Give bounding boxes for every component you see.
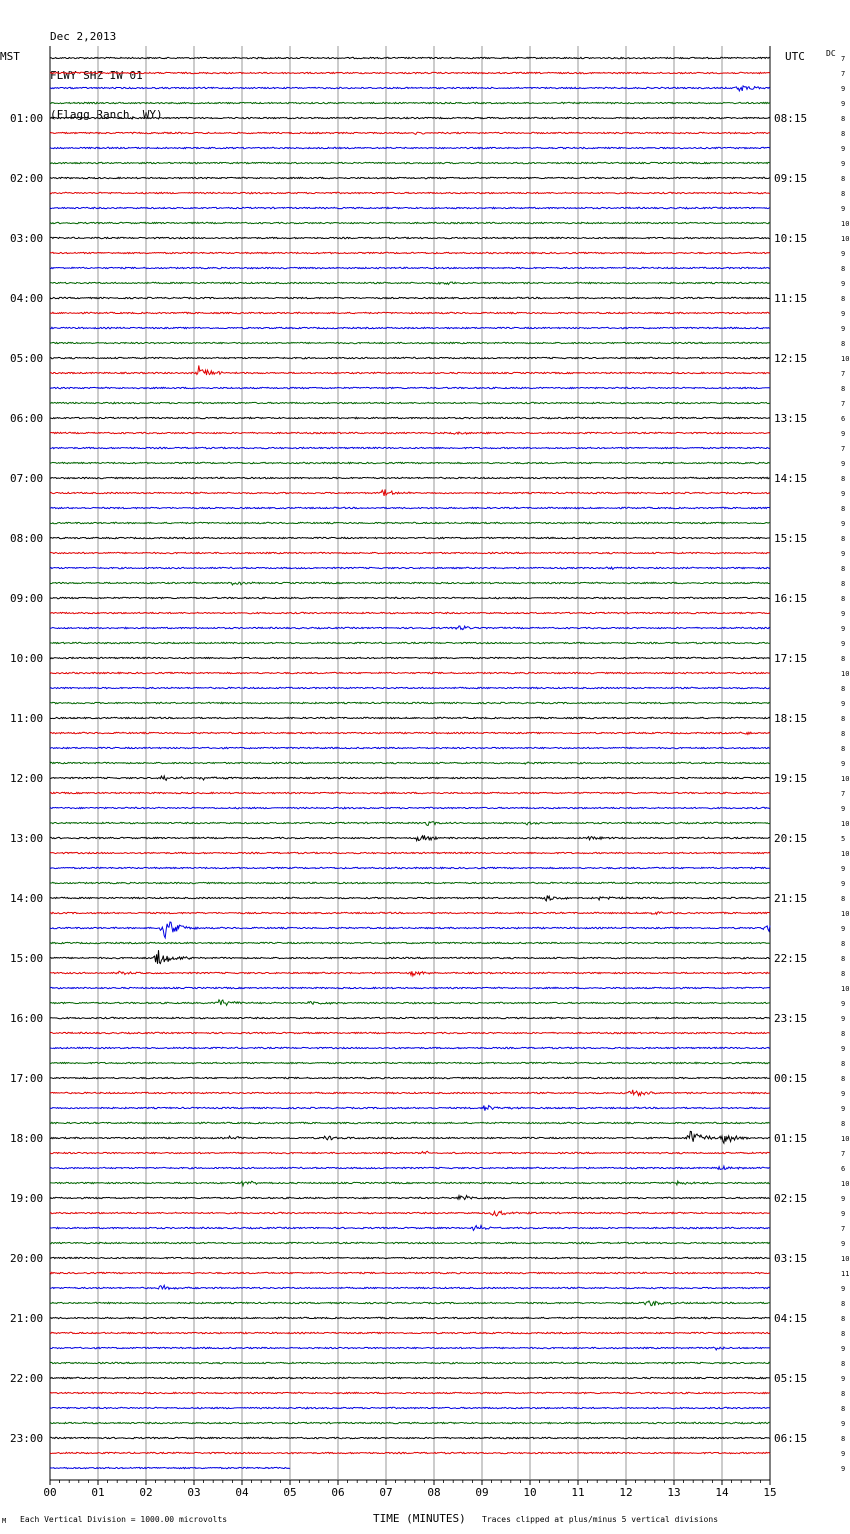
seismic-trace — [50, 1285, 770, 1289]
dc-offset-label: 8 — [841, 1360, 846, 1368]
dc-offset-label: 8 — [841, 295, 846, 303]
seismic-trace — [50, 1452, 770, 1453]
right-axis-title: UTC — [785, 50, 805, 63]
mst-hour-label: 18:00 — [10, 1132, 44, 1145]
seismic-trace — [50, 687, 770, 688]
seismic-trace — [50, 1196, 770, 1200]
mst-hour-label: 08:00 — [10, 532, 44, 545]
mst-hour-label: 11:00 — [10, 712, 44, 725]
dc-offset-label: 10 — [841, 775, 850, 783]
seismic-trace — [50, 312, 770, 313]
x-tick-label: 10 — [523, 1486, 537, 1499]
seismic-trace — [50, 192, 770, 193]
seismic-trace — [50, 237, 770, 238]
dc-offset-label: 9 — [841, 160, 846, 168]
seismic-trace — [50, 657, 770, 658]
mst-hour-label: 16:00 — [10, 1012, 44, 1025]
seismic-trace — [50, 432, 770, 434]
seismic-trace — [50, 417, 770, 418]
dc-offset-label: 8 — [841, 940, 846, 948]
dc-label: DC — [826, 49, 836, 58]
seismic-trace — [50, 1062, 770, 1063]
dc-offset-label: 10 — [841, 820, 850, 828]
dc-offset-label: 9 — [841, 325, 846, 333]
dc-offset-label: 9 — [841, 1195, 846, 1203]
seismic-trace — [50, 132, 770, 134]
seismic-trace — [50, 1106, 770, 1111]
seismic-trace — [50, 1122, 770, 1123]
x-tick-label: 03 — [187, 1486, 201, 1499]
dc-offset-label: 8 — [841, 1315, 846, 1323]
dc-offset-label: 9 — [841, 1105, 846, 1113]
x-tick-label: 02 — [139, 1486, 153, 1499]
seismic-trace — [50, 1017, 770, 1018]
dc-offset-label: 9 — [841, 1015, 846, 1023]
dc-offset-label: 9 — [841, 865, 846, 873]
dc-offset-label: 9 — [841, 1345, 846, 1353]
x-tick-label: 15 — [763, 1486, 777, 1499]
seismic-trace — [50, 447, 770, 448]
seismic-trace — [50, 582, 770, 585]
dc-offset-label: 9 — [841, 430, 846, 438]
utc-hour-label: 05:15 — [774, 1372, 808, 1385]
seismic-trace — [50, 117, 770, 118]
seismic-trace — [50, 162, 770, 163]
dc-offset-label: 8 — [841, 1435, 846, 1443]
header-date: Dec 2,2013 — [50, 30, 117, 43]
seismic-trace — [50, 1166, 770, 1169]
dc-offset-label: 10 — [841, 220, 850, 228]
mst-hour-label: 14:00 — [10, 892, 44, 905]
dc-offset-label: 9 — [841, 1210, 846, 1218]
dc-offset-label: 7 — [841, 55, 846, 63]
dc-offset-label: 8 — [841, 970, 846, 978]
mst-hour-label: 21:00 — [10, 1312, 44, 1325]
dc-offset-label: 9 — [841, 85, 846, 93]
seismic-trace — [50, 626, 770, 630]
seismic-trace — [50, 702, 770, 703]
seismic-trace — [50, 207, 770, 208]
seismic-trace — [50, 1090, 770, 1096]
seismic-trace — [50, 1077, 770, 1078]
mst-hour-label: 19:00 — [10, 1192, 44, 1205]
dc-offset-label: 5 — [841, 835, 846, 843]
seismic-trace — [50, 747, 770, 748]
seismic-trace — [50, 1392, 770, 1393]
seismic-trace — [50, 1032, 770, 1033]
dc-offset-label: 8 — [841, 745, 846, 753]
dc-offset-label: 9 — [841, 520, 846, 528]
seismic-trace — [50, 597, 770, 598]
mst-hour-label: 05:00 — [10, 352, 44, 365]
seismic-trace — [50, 1226, 770, 1231]
mst-hour-label: 15:00 — [10, 952, 44, 965]
seismic-trace — [50, 252, 770, 253]
seismic-trace — [50, 297, 770, 298]
dc-offset-label: 9 — [841, 1045, 846, 1053]
x-tick-label: 09 — [475, 1486, 489, 1499]
dc-offset-label: 6 — [841, 415, 846, 423]
dc-offset-label: 8 — [841, 385, 846, 393]
dc-offset-label: 10 — [841, 1180, 850, 1188]
dc-offset-label: 9 — [841, 1420, 846, 1428]
dc-offset-label: 8 — [841, 190, 846, 198]
dc-offset-label: 11 — [841, 1270, 850, 1278]
mst-hour-label: 09:00 — [10, 592, 44, 605]
seismic-trace — [50, 387, 770, 388]
seismic-trace — [50, 717, 770, 718]
dc-offset-label: 8 — [841, 115, 846, 123]
dc-offset-label: 9 — [841, 310, 846, 318]
dc-offset-label: 10 — [841, 355, 850, 363]
utc-hour-label: 22:15 — [774, 952, 808, 965]
dc-offset-label: 9 — [841, 460, 846, 468]
seismic-trace — [50, 1257, 770, 1258]
mst-hour-label: 02:00 — [10, 172, 44, 185]
utc-hour-label: 15:15 — [774, 532, 808, 545]
seismic-trace — [50, 147, 770, 148]
seismic-trace — [50, 942, 770, 943]
mst-hour-label: 06:00 — [10, 412, 44, 425]
dc-offset-label: 8 — [841, 565, 846, 573]
dc-offset-label: 9 — [841, 1450, 846, 1458]
seismic-trace — [50, 950, 770, 964]
utc-hour-label: 18:15 — [774, 712, 808, 725]
x-tick-label: 04 — [235, 1486, 249, 1499]
x-tick-label: 08 — [427, 1486, 441, 1499]
seismic-trace — [50, 522, 770, 523]
x-tick-label: 01 — [91, 1486, 105, 1499]
seismic-trace — [50, 366, 770, 376]
seismic-trace — [50, 357, 770, 358]
dc-offset-label: 8 — [841, 505, 846, 513]
dc-offset-label: 10 — [841, 850, 850, 858]
seismic-trace — [50, 462, 770, 463]
dc-offset-label: 9 — [841, 250, 846, 258]
x-tick-label: 14 — [715, 1486, 729, 1499]
seismic-trace — [50, 402, 770, 403]
corner-mark: M — [2, 1517, 7, 1525]
utc-hour-label: 08:15 — [774, 112, 808, 125]
dc-offset-label: 8 — [841, 1120, 846, 1128]
seismic-trace — [50, 567, 770, 569]
utc-hour-label: 02:15 — [774, 1192, 808, 1205]
seismic-trace — [50, 852, 770, 853]
seismic-trace — [50, 912, 770, 915]
seismic-trace — [50, 507, 770, 508]
dc-offset-label: 9 — [841, 205, 846, 213]
seismic-trace — [50, 867, 770, 868]
seismic-trace — [50, 792, 770, 793]
dc-offset-label: 8 — [841, 655, 846, 663]
seismic-trace — [50, 1151, 770, 1154]
mst-hour-label: 01:00 — [10, 112, 44, 125]
seismic-trace — [50, 896, 770, 901]
header-location: (Flagg Ranch, WY) — [50, 108, 163, 121]
dc-offset-label: 7 — [841, 70, 846, 78]
seismic-trace — [50, 642, 770, 643]
utc-hour-label: 12:15 — [774, 352, 808, 365]
dc-offset-label: 8 — [841, 715, 846, 723]
dc-offset-label: 10 — [841, 910, 850, 918]
seismic-trace — [50, 971, 770, 976]
dc-offset-label: 8 — [841, 1330, 846, 1338]
utc-hour-label: 19:15 — [774, 772, 808, 785]
dc-offset-label: 7 — [841, 445, 846, 453]
seismic-trace — [50, 1422, 770, 1423]
seismic-trace — [50, 822, 770, 826]
dc-offset-label: 9 — [841, 1090, 846, 1098]
x-tick-label: 00 — [43, 1486, 57, 1499]
dc-offset-label: 8 — [841, 130, 846, 138]
x-tick-label: 12 — [619, 1486, 633, 1499]
seismic-trace — [50, 1047, 770, 1048]
seismic-trace — [50, 732, 770, 734]
seismic-trace — [50, 177, 770, 178]
dc-offset-label: 8 — [841, 1060, 846, 1068]
mst-hour-label: 03:00 — [10, 232, 44, 245]
seismic-trace — [50, 922, 770, 938]
seismic-trace — [50, 1131, 770, 1143]
dc-offset-label: 9 — [841, 625, 846, 633]
mst-hour-label: 10:00 — [10, 652, 44, 665]
dc-offset-label: 7 — [841, 370, 846, 378]
utc-hour-label: 17:15 — [774, 652, 808, 665]
seismic-trace — [50, 267, 770, 268]
dc-offset-label: 8 — [841, 535, 846, 543]
seismic-trace — [50, 102, 770, 103]
seismic-trace — [50, 537, 770, 538]
seismic-trace — [50, 282, 770, 285]
utc-hour-label: 06:15 — [774, 1432, 808, 1445]
dc-offset-label: 8 — [841, 955, 846, 963]
seismic-trace — [50, 807, 770, 808]
seismic-trace — [50, 86, 770, 91]
utc-hour-label: 03:15 — [774, 1252, 808, 1265]
seismic-trace — [50, 1242, 770, 1243]
utc-hour-label: 16:15 — [774, 592, 808, 605]
mst-hour-label: 04:00 — [10, 292, 44, 305]
mst-hour-label: 07:00 — [10, 472, 44, 485]
x-tick-label: 05 — [283, 1486, 297, 1499]
seismic-trace — [50, 612, 770, 613]
dc-offset-label: 8 — [841, 1300, 846, 1308]
dc-offset-label: 9 — [841, 805, 846, 813]
dc-offset-label: 9 — [841, 925, 846, 933]
utc-hour-label: 21:15 — [774, 892, 808, 905]
mst-hour-label: 12:00 — [10, 772, 44, 785]
dc-offset-label: 9 — [841, 1465, 846, 1473]
seismic-trace — [50, 672, 770, 673]
seismic-trace — [50, 1407, 770, 1408]
dc-offset-label: 9 — [841, 490, 846, 498]
seismic-trace — [50, 222, 770, 223]
dc-offset-label: 9 — [841, 1285, 846, 1293]
dc-offset-label: 9 — [841, 1000, 846, 1008]
seismic-trace — [50, 1000, 770, 1006]
x-tick-label: 13 — [667, 1486, 681, 1499]
dc-offset-label: 7 — [841, 790, 846, 798]
dc-offset-label: 8 — [841, 265, 846, 273]
dc-offset-label: 9 — [841, 880, 846, 888]
dc-offset-label: 8 — [841, 475, 846, 483]
seismic-trace — [50, 1272, 770, 1273]
dc-offset-label: 8 — [841, 1405, 846, 1413]
dc-offset-label: 8 — [841, 1390, 846, 1398]
seismic-trace — [50, 1362, 770, 1363]
dc-offset-label: 9 — [841, 550, 846, 558]
seismic-trace — [50, 987, 770, 988]
seismic-trace — [50, 1377, 770, 1378]
seismic-trace — [50, 490, 770, 496]
utc-hour-label: 00:15 — [774, 1072, 808, 1085]
seismic-trace — [50, 1347, 770, 1350]
dc-offset-label: 9 — [841, 610, 846, 618]
dc-offset-label: 6 — [841, 1165, 846, 1173]
dc-offset-label: 7 — [841, 1150, 846, 1158]
seismic-trace — [50, 882, 770, 883]
seismic-trace — [50, 72, 770, 73]
dc-offset-label: 8 — [841, 595, 846, 603]
left-axis-title: MST — [0, 50, 20, 63]
dc-offset-label: 10 — [841, 670, 850, 678]
seismic-trace — [50, 776, 770, 780]
seismic-trace — [50, 342, 770, 343]
dc-offset-label: 8 — [841, 340, 846, 348]
seismic-trace — [50, 552, 770, 553]
seismic-trace — [50, 835, 770, 840]
utc-hour-label: 09:15 — [774, 172, 808, 185]
dc-offset-label: 9 — [841, 1240, 846, 1248]
dc-offset-label: 8 — [841, 1030, 846, 1038]
x-axis-label: TIME (MINUTES) — [373, 1512, 466, 1525]
dc-offset-label: 9 — [841, 640, 846, 648]
dc-offset-label: 9 — [841, 145, 846, 153]
dc-offset-label: 10 — [841, 1255, 850, 1263]
dc-offset-label: 8 — [841, 685, 846, 693]
dc-offset-label: 8 — [841, 730, 846, 738]
mst-hour-label: 22:00 — [10, 1372, 44, 1385]
seismic-trace — [50, 1301, 770, 1306]
x-tick-label: 07 — [379, 1486, 393, 1499]
seismic-trace — [50, 1211, 770, 1216]
dc-offset-label: 9 — [841, 280, 846, 288]
dc-offset-label: 8 — [841, 580, 846, 588]
seismic-trace — [50, 1467, 290, 1468]
dc-offset-label: 10 — [841, 985, 850, 993]
dc-offset-label: 9 — [841, 760, 846, 768]
utc-hour-label: 20:15 — [774, 832, 808, 845]
utc-hour-label: 14:15 — [774, 472, 808, 485]
x-tick-label: 06 — [331, 1486, 345, 1499]
dc-offset-label: 10 — [841, 235, 850, 243]
utc-hour-label: 13:15 — [774, 412, 808, 425]
clip-note: Traces clipped at plus/minus 5 vertical divisions — [482, 1515, 719, 1524]
utc-hour-label: 01:15 — [774, 1132, 808, 1145]
dc-offset-label: 9 — [841, 700, 846, 708]
x-tick-label: 11 — [571, 1486, 585, 1499]
mst-hour-label: 23:00 — [10, 1432, 44, 1445]
scale-note: Each Vertical Division = 1000.00 microvolts — [20, 1515, 228, 1524]
header-station: FLWY SHZ IW 01 — [50, 69, 143, 82]
utc-hour-label: 23:15 — [774, 1012, 808, 1025]
seismic-trace — [50, 1317, 770, 1318]
dc-offset-label: 8 — [841, 1075, 846, 1083]
dc-offset-label: 7 — [841, 1225, 846, 1233]
utc-hour-label: 04:15 — [774, 1312, 808, 1325]
seismic-trace — [50, 1437, 770, 1438]
mst-hour-label: 17:00 — [10, 1072, 44, 1085]
dc-offset-label: 8 — [841, 175, 846, 183]
dc-offset-label: 9 — [841, 100, 846, 108]
seismic-trace — [50, 477, 770, 478]
dc-offset-label: 10 — [841, 1135, 850, 1143]
seismic-trace — [50, 57, 770, 58]
seismic-trace — [50, 1181, 770, 1186]
seismic-trace — [50, 1332, 770, 1333]
utc-hour-label: 10:15 — [774, 232, 808, 245]
dc-offset-label: 9 — [841, 1375, 846, 1383]
mst-hour-label: 13:00 — [10, 832, 44, 845]
seismic-trace — [50, 762, 770, 764]
dc-offset-label: 8 — [841, 895, 846, 903]
dc-offset-label: 7 — [841, 400, 846, 408]
utc-hour-label: 11:15 — [774, 292, 808, 305]
mst-hour-label: 20:00 — [10, 1252, 44, 1265]
seismic-trace — [50, 327, 770, 328]
